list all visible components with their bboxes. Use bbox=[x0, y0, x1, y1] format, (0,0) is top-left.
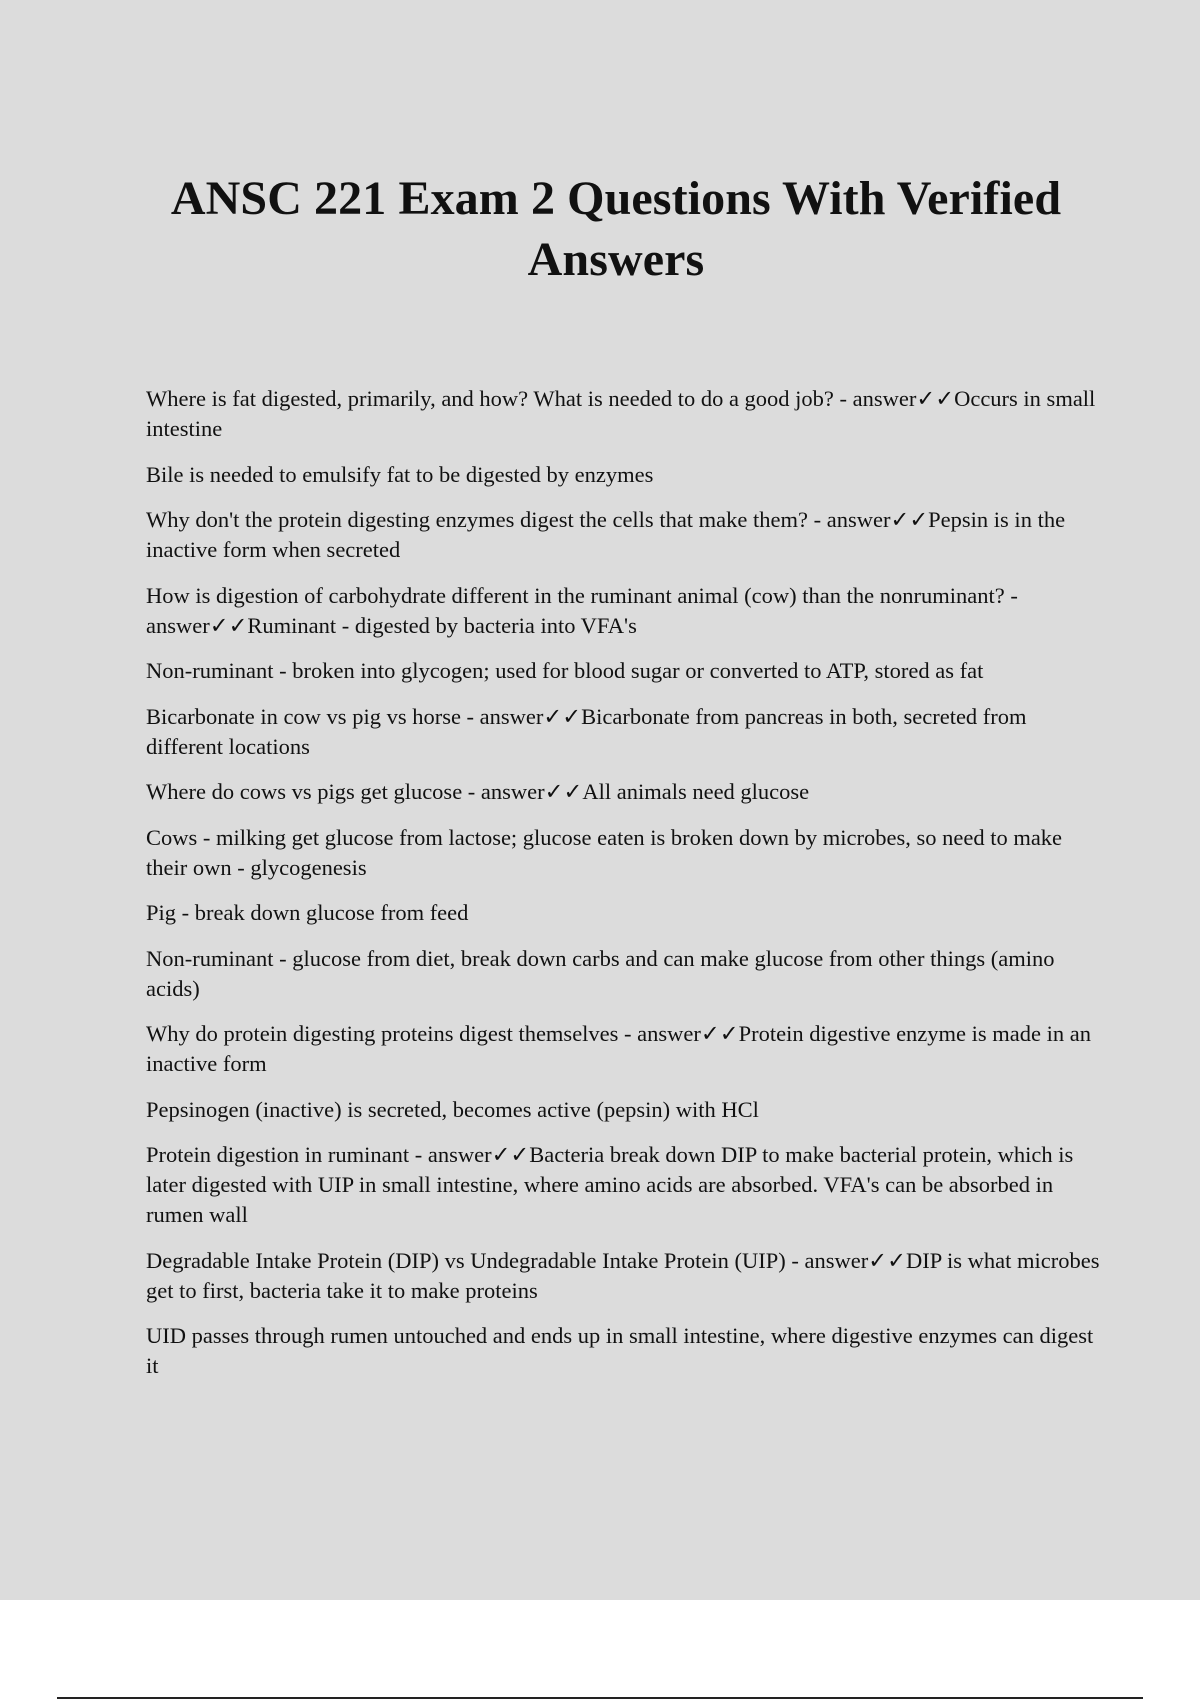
paragraph: Cows - milking get glucose from lactose; glucose eaten is broken down by microbes, so need to make their own - glycogenesis bbox=[146, 824, 1063, 880]
paragraph: Where is fat digested, primarily, and how? What is needed to do a good job? - answer✓✓Occurs in small intestine bbox=[146, 386, 1096, 441]
paragraph: Why don't the protein digesting enzymes digest the cells that make them? - answer✓✓Pepsin is in the inactive form when secreted bbox=[146, 507, 1066, 562]
paragraph: Where do cows vs pigs get glucose - answer✓✓All animals need glucose bbox=[146, 779, 810, 804]
paragraph: Bicarbonate in cow vs pig vs horse - answer✓✓Bicarbonate from pancreas in both, secreted from different locations bbox=[146, 703, 1027, 759]
paragraph: Non-ruminant - broken into glycogen; used for blood sugar or converted to ATP, stored as fat bbox=[146, 658, 984, 683]
paragraph: Why do protein digesting proteins digest themselves - answer✓✓Protein digestive enzyme is made in an inactive form bbox=[146, 1021, 1091, 1076]
paragraph: Protein digestion in ruminant - answer✓✓Bacteria break down DIP to make bacterial protein, which is later digested with UIP in small intestine, where amino acids are absorbed. VFA's can be absorbed in rumen wall bbox=[146, 1142, 1074, 1227]
document-body bbox=[146, 384, 1106, 1397]
paragraph: Pig - break down glucose from feed bbox=[146, 900, 469, 925]
footer-divider bbox=[57, 1697, 1143, 1699]
paragraph: Bile is needed to emulsify fat to be digested by enzymes bbox=[146, 461, 654, 487]
paragraph: Pepsinogen (inactive) is secreted, becomes active (pepsin) with HCl bbox=[146, 1096, 759, 1122]
paragraph: Degradable Intake Protein (DIP) vs Undegradable Intake Protein (UIP) - answer✓✓DIP is what microbes get to first, bacteria take it to make proteins bbox=[146, 1247, 1100, 1303]
paragraph: Non-ruminant - glucose from diet, break down carbs and can make glucose from other things (amino acids) bbox=[146, 945, 1055, 1001]
paragraph: How is digestion of carbohydrate different in the ruminant animal (cow) than the nonruminant? - answer✓✓Ruminant - digested by bacteria into VFA's bbox=[146, 582, 1018, 638]
page-title: ANSC 221 Exam 2 Questions With Verified Answers bbox=[170, 172, 1062, 286]
paragraph: UID passes through rumen untouched and ends up in small intestine, where digestive enzymes can digest it bbox=[146, 1323, 1094, 1378]
